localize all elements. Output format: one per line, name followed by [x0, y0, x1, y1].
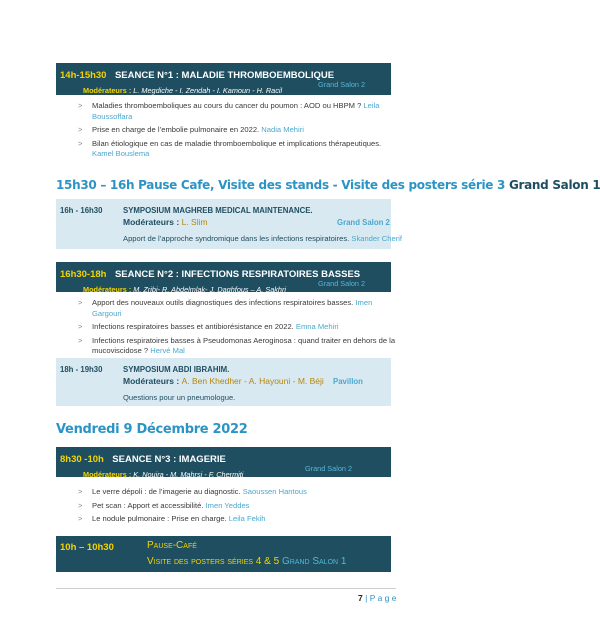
talk-item: > Pet scan : Apport et accessibilité. Imen Yeddes [78, 500, 250, 510]
session-1-time: 14h-15h30 [60, 70, 107, 81]
talk-item: > Apport des nouveaux outils diagnostiques des infections respiratoires basses. Imen Gargouri [78, 298, 373, 318]
talk-item: > Maladies thromboemboliques au cours du cancer du poumon : AOD ou HBPM ? Leila Boussoffara [78, 101, 380, 121]
symposium-1-time: 16h - 16h30 [60, 206, 103, 215]
pause-1-heading [56, 178, 600, 192]
session-3-talks [78, 487, 398, 528]
session-1-title: SEANCE N°1 : MALADIE THROMBOEMBOLIQUE [114, 70, 335, 81]
pause-1-text: 15h30 – 16h Pause Cafe, Visite des stands - Visite des posters série 3 [56, 178, 506, 192]
session-1-room: Grand Salon 2 [318, 80, 366, 89]
session-1-talks [78, 101, 398, 163]
moderators-label: Modérateurs : [83, 86, 132, 95]
symposium-2-title: SYMPOSIUM ABDI IBRAHIM. [123, 365, 230, 374]
moderators-names: L. Megdiche - I. Zendah - I. Kamoun - H. Racil [133, 86, 283, 95]
session-2-talks [78, 298, 398, 360]
talk-item: > Bilan étiologique en cas de maladie thromboembolique et implications thérapeutiques. Kamel Bouslema [78, 138, 382, 158]
day-heading: Vendredi 9 Décembre 2022 [56, 422, 248, 437]
talk-item: > Le verre dépoli : de l’imagerie au diagnostic. Saoussen Hantous [78, 487, 307, 496]
footer-divider [56, 588, 396, 589]
session-3-room: Grand Salon 2 [305, 464, 353, 473]
symposium-2-talk: Questions pour un pneumologue. [123, 393, 236, 402]
symposium-1-talk: Apport de l’approche syndromique dans les infections respiratoires. Skander Cherif [123, 234, 403, 243]
talk-item: > Prise en charge de l’embolie pulmonaire en 2022. Nadia Mehiri [78, 125, 304, 134]
session-3-moderators: Modérateurs : K. Nouira - M. Mahrsi - F. Chermiti [83, 470, 244, 479]
session-2-time: 16h30-18h [60, 269, 107, 280]
page-footer: 7 | P a g e [358, 593, 397, 603]
page-number: 7 [358, 593, 363, 603]
pause-2-line1: Pause-Café [147, 540, 197, 551]
symposium-1-room: Grand Salon 2 [337, 218, 390, 227]
pause-1-room: Grand Salon 1 [508, 178, 600, 192]
session-1-moderators [83, 80, 282, 98]
session-2-moderators: Modérateurs : M. Zribi- R. Abdelmlak- J. Daghfous – A. Sakhri [83, 285, 287, 294]
symposium-2-moderators: Modérateurs : A. Ben Khedher - A. Hayouni - M. Béji [123, 376, 324, 386]
pause-2-line2: Visite des posters séries 4 & 5 Grand Salon 1 [147, 556, 347, 567]
symposium-1-title: SYMPOSIUM MAGHREB MEDICAL MAINTENANCE. [123, 206, 313, 215]
session-2-room: Grand Salon 2 [318, 279, 366, 288]
talk-item: > Infections respiratoires basses à Pseudomonas Aeroginosa : quand traiter en dehors de la mucoviscidose ? Hervé Mal [78, 335, 396, 355]
talk-item: > Infections respiratoires basses et antibiorésistance en 2022. Emna Mehiri [78, 322, 339, 331]
session-2-title: SEANCE N°2 : INFECTIONS RESPIRATOIRES BASSES [114, 269, 361, 280]
talk-item: > Le nodule pulmonaire : Prise en charge. Leila Fekih [78, 514, 266, 523]
symposium-1-moderators: Modérateurs : L. Slim [123, 217, 208, 227]
pause-2-time: 10h – 10h30 [60, 542, 114, 553]
symposium-2-time: 18h - 19h30 [60, 365, 103, 374]
session-3-title: SEANCE N°3 : IMAGERIE [112, 454, 226, 465]
symposium-2-room: Pavillon [333, 377, 363, 386]
session-3-time: 8h30 -10h [60, 454, 104, 465]
